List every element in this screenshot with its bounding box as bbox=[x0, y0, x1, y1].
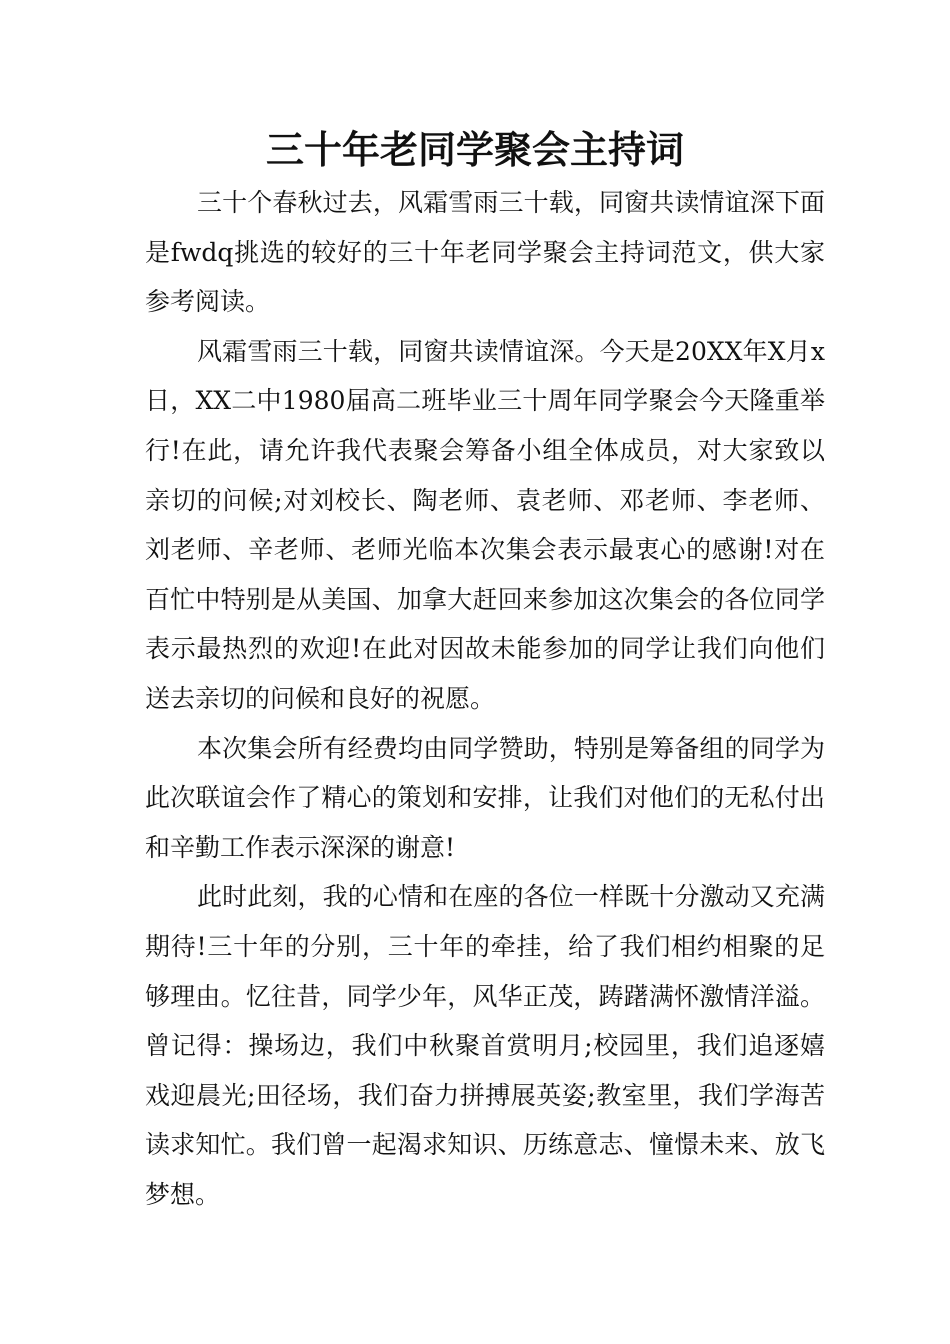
document-title: 三十年老同学聚会主持词 bbox=[265, 127, 684, 172]
document-body bbox=[145, 178, 825, 1219]
paragraph-intro: 三十个春秋过去，风霜雪雨三十载，同窗共读情谊深下面是fwdq挑选的较好的三十年老同学聚会主持词范文，供大家参考阅读。 bbox=[145, 188, 825, 317]
paragraph-welcome: 风霜雪雨三十载，同窗共读情谊深。今天是20XX年X月x日，XX二中1980届高二班毕业三十周年同学聚会今天隆重举行!在此，请允许我代表聚会筹备小组全体成员，对大家致以亲切的问候;对刘校长、陶老师、袁老师、邓老师、李老师、刘老师、辛老师、老师光临本次集会表示最衷心的感谢!对在百忙中特别是从美国、加拿大赶回来参加这次集会的各位同学表示最热烈的欢迎!在此对因故未能参加的同学让我们向他们送去亲切的问候和良好的祝愿。 bbox=[145, 336, 825, 713]
paragraph-thanks: 本次集会所有经费均由同学赞助，特别是筹备组的同学为此次联谊会作了精心的策划和安排，让我们对他们的无私付出和辛勤工作表示深深的谢意! bbox=[145, 733, 825, 862]
paragraph-memories: 此时此刻，我的心情和在座的各位一样既十分激动又充满期待!三十年的分别，三十年的牵挂，给了我们相约相聚的足够理由。忆往昔，同学少年，风华正茂，踌躇满怀激情洋溢。曾记得：操场边，我们中秋聚首赏明月;校园里，我们追逐嬉戏迎晨光;田径场，我们奋力拼搏展英姿;教室里，我们学海苦读求知忙。我们曾一起渴求知识、历练意志、憧憬未来、放飞梦想。 bbox=[145, 882, 825, 1209]
